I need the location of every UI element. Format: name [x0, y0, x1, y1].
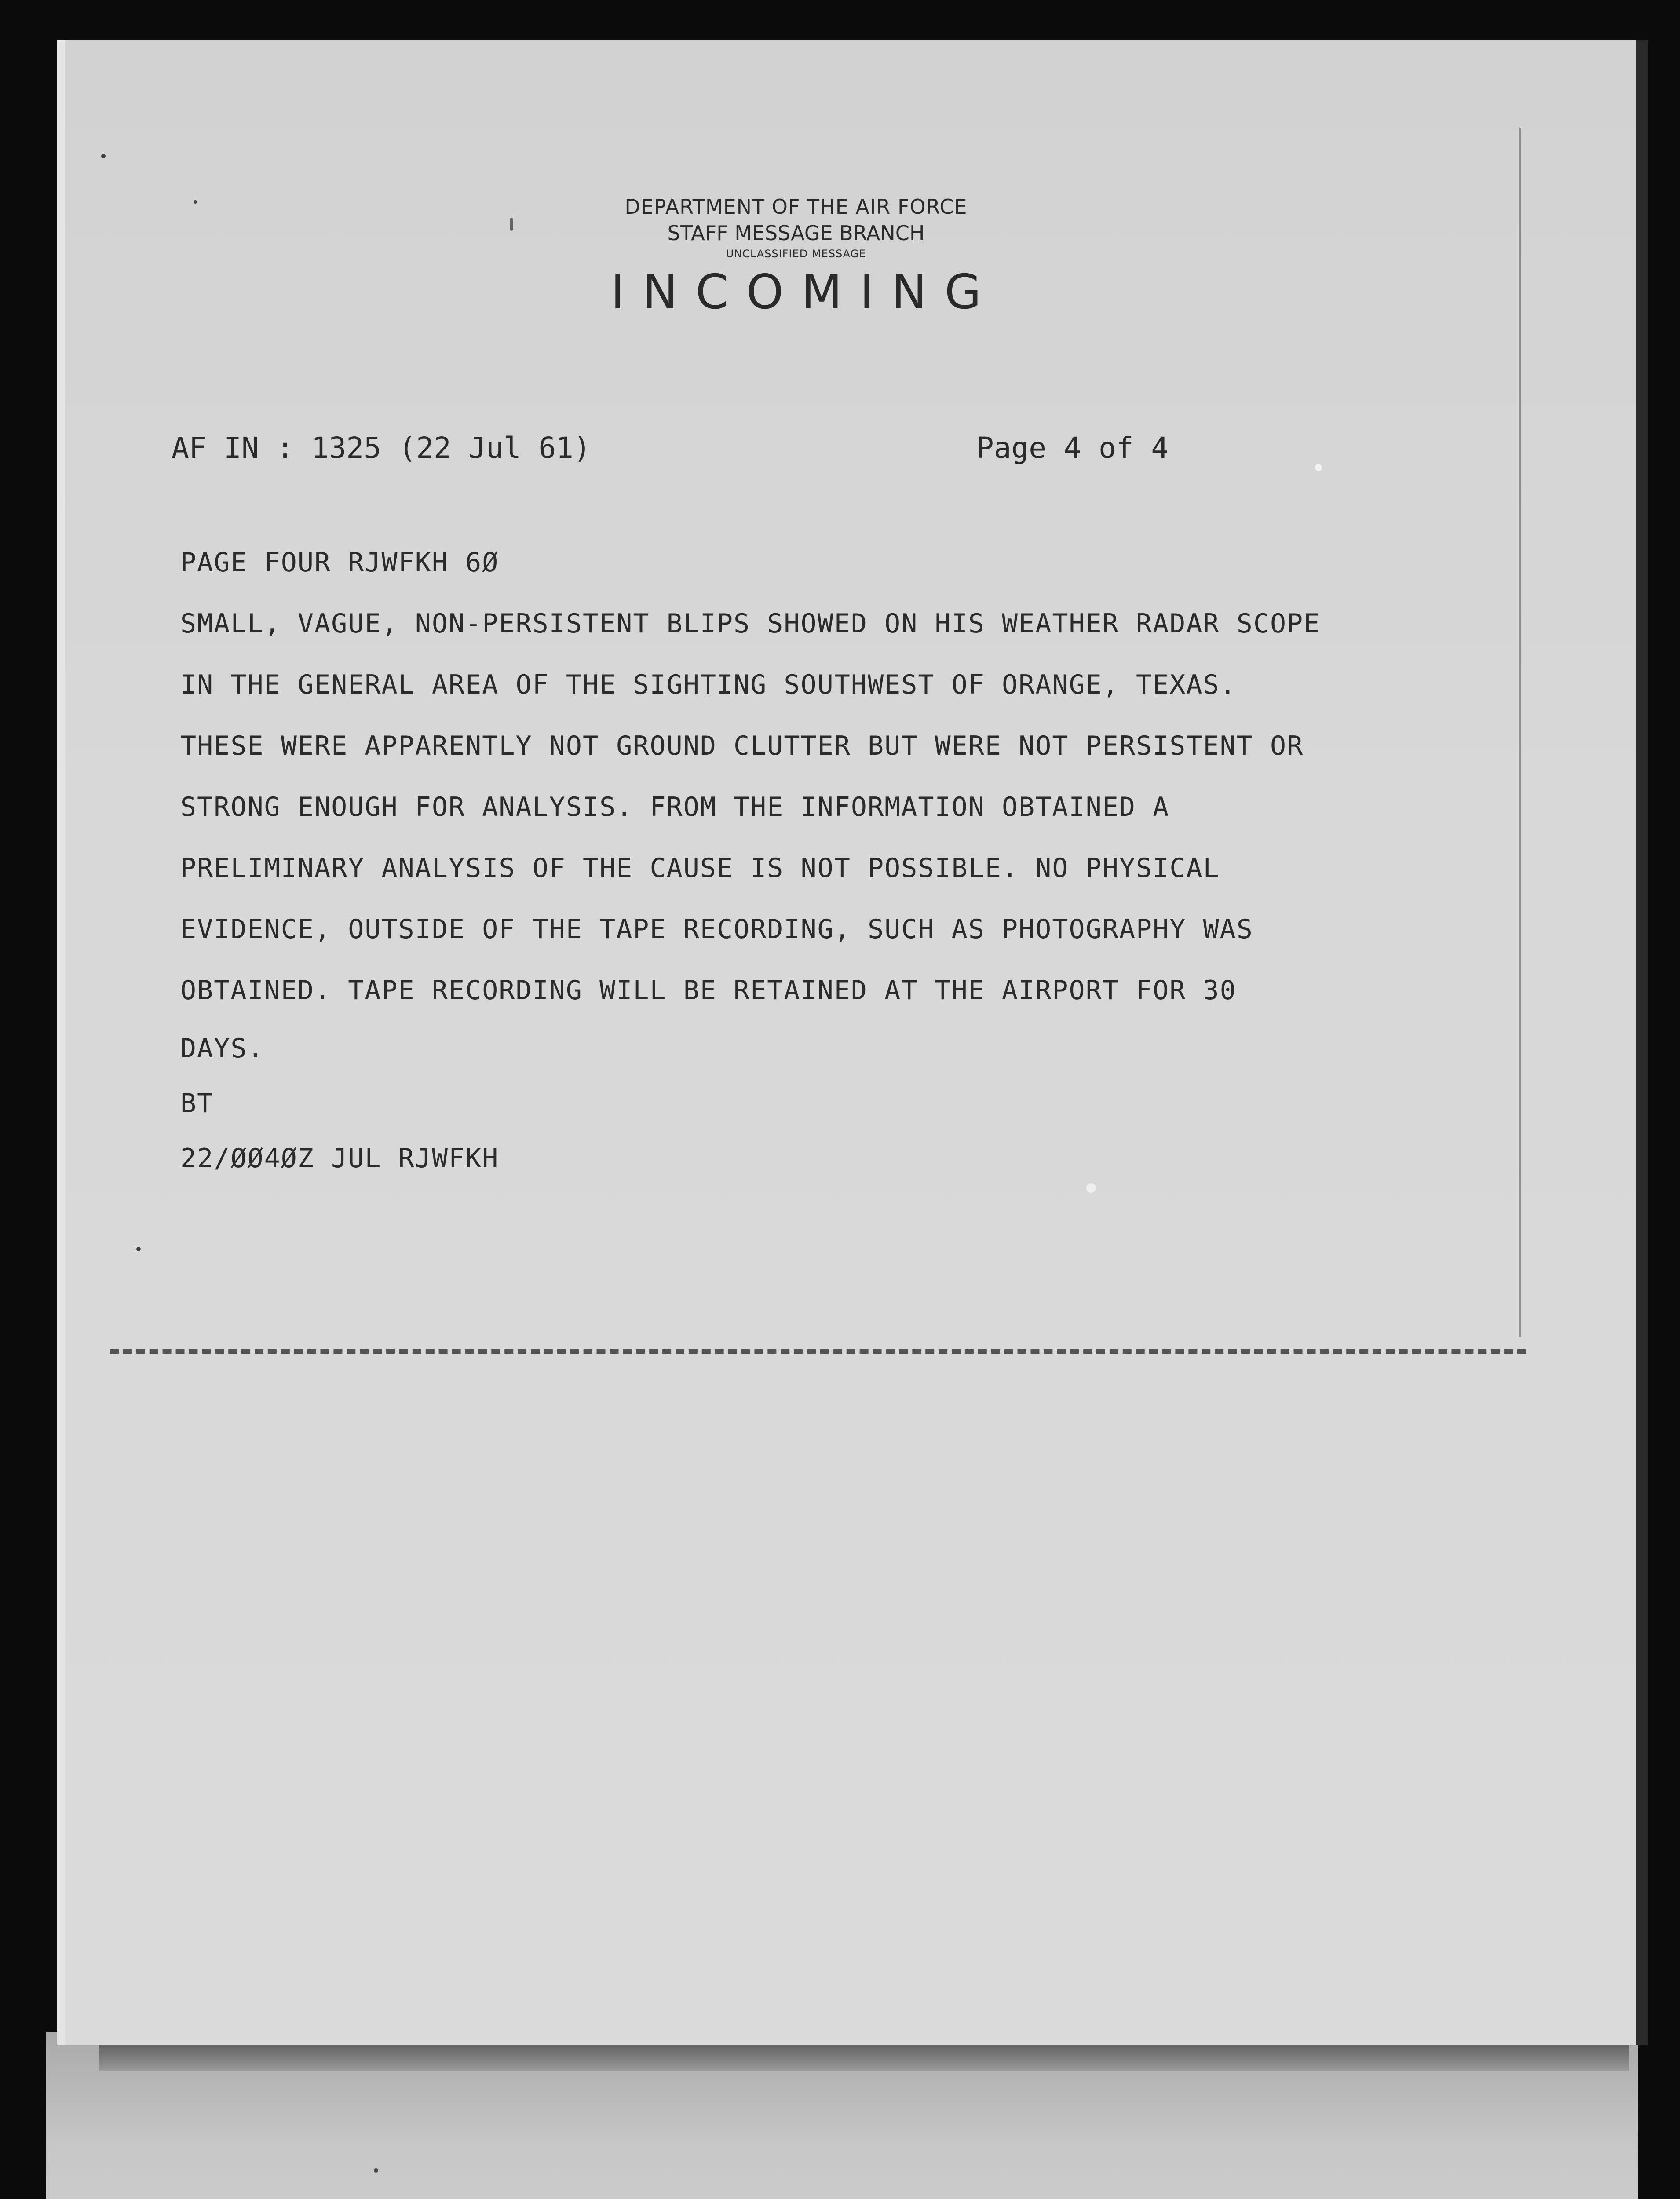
break-marker: BT: [180, 1088, 214, 1119]
page-indicator: Page 4 of 4: [976, 431, 1169, 465]
body-line: IN THE GENERAL AREA OF THE SIGHTING SOUTHWEST OF ORANGE, TEXAS.: [180, 669, 1237, 700]
reference-line: [172, 431, 1227, 465]
dust-speck: [374, 2168, 378, 2173]
classification-label: UNCLASSIFIED MESSAGE: [726, 248, 866, 260]
dust-speck: [1315, 464, 1322, 471]
body-line: DAYS.: [180, 1033, 264, 1064]
body-line: STRONG ENOUGH FOR ANALYSIS. FROM THE INFORMATION OBTAINED A: [180, 792, 1170, 822]
message-body: [180, 532, 1544, 1186]
dust-speck: [136, 1247, 141, 1251]
body-line: EVIDENCE, OUTSIDE OF THE TAPE RECORDING, SUCH AS PHOTOGRAPHY WAS: [180, 914, 1253, 945]
page-line: PAGE FOUR RJWFKH 6Ø: [180, 547, 499, 578]
af-in-reference: AF IN : 1325 (22 Jul 61): [172, 431, 591, 465]
sheet-shadow: [99, 2041, 1629, 2071]
dust-speck: [101, 154, 106, 158]
message-header: [528, 194, 1064, 321]
date-time-group: 22/ØØ4ØZ JUL RJWFKH: [180, 1143, 499, 1174]
department-name: DEPARTMENT OF THE AIR FORCE: [625, 195, 968, 219]
body-line: PRELIMINARY ANALYSIS OF THE CAUSE IS NOT POSSIBLE. NO PHYSICAL: [180, 853, 1220, 884]
body-line: SMALL, VAGUE, NON-PERSISTENT BLIPS SHOWED ON HIS WEATHER RADAR SCOPE: [180, 608, 1321, 639]
message-type-title: INCOMING: [610, 265, 999, 320]
dust-speck: [510, 218, 513, 231]
sheet-edge: [1636, 40, 1648, 2045]
perforation-line: [110, 1349, 1526, 1354]
branch-name: STAFF MESSAGE BRANCH: [667, 221, 925, 245]
dust-speck: [1086, 1183, 1096, 1193]
body-line: OBTAINED. TAPE RECORDING WILL BE RETAINED AT THE AIRPORT FOR 30: [180, 975, 1237, 1006]
dust-speck: [194, 200, 197, 204]
body-line: THESE WERE APPARENTLY NOT GROUND CLUTTER BUT WERE NOT PERSISTENT OR: [180, 731, 1304, 761]
